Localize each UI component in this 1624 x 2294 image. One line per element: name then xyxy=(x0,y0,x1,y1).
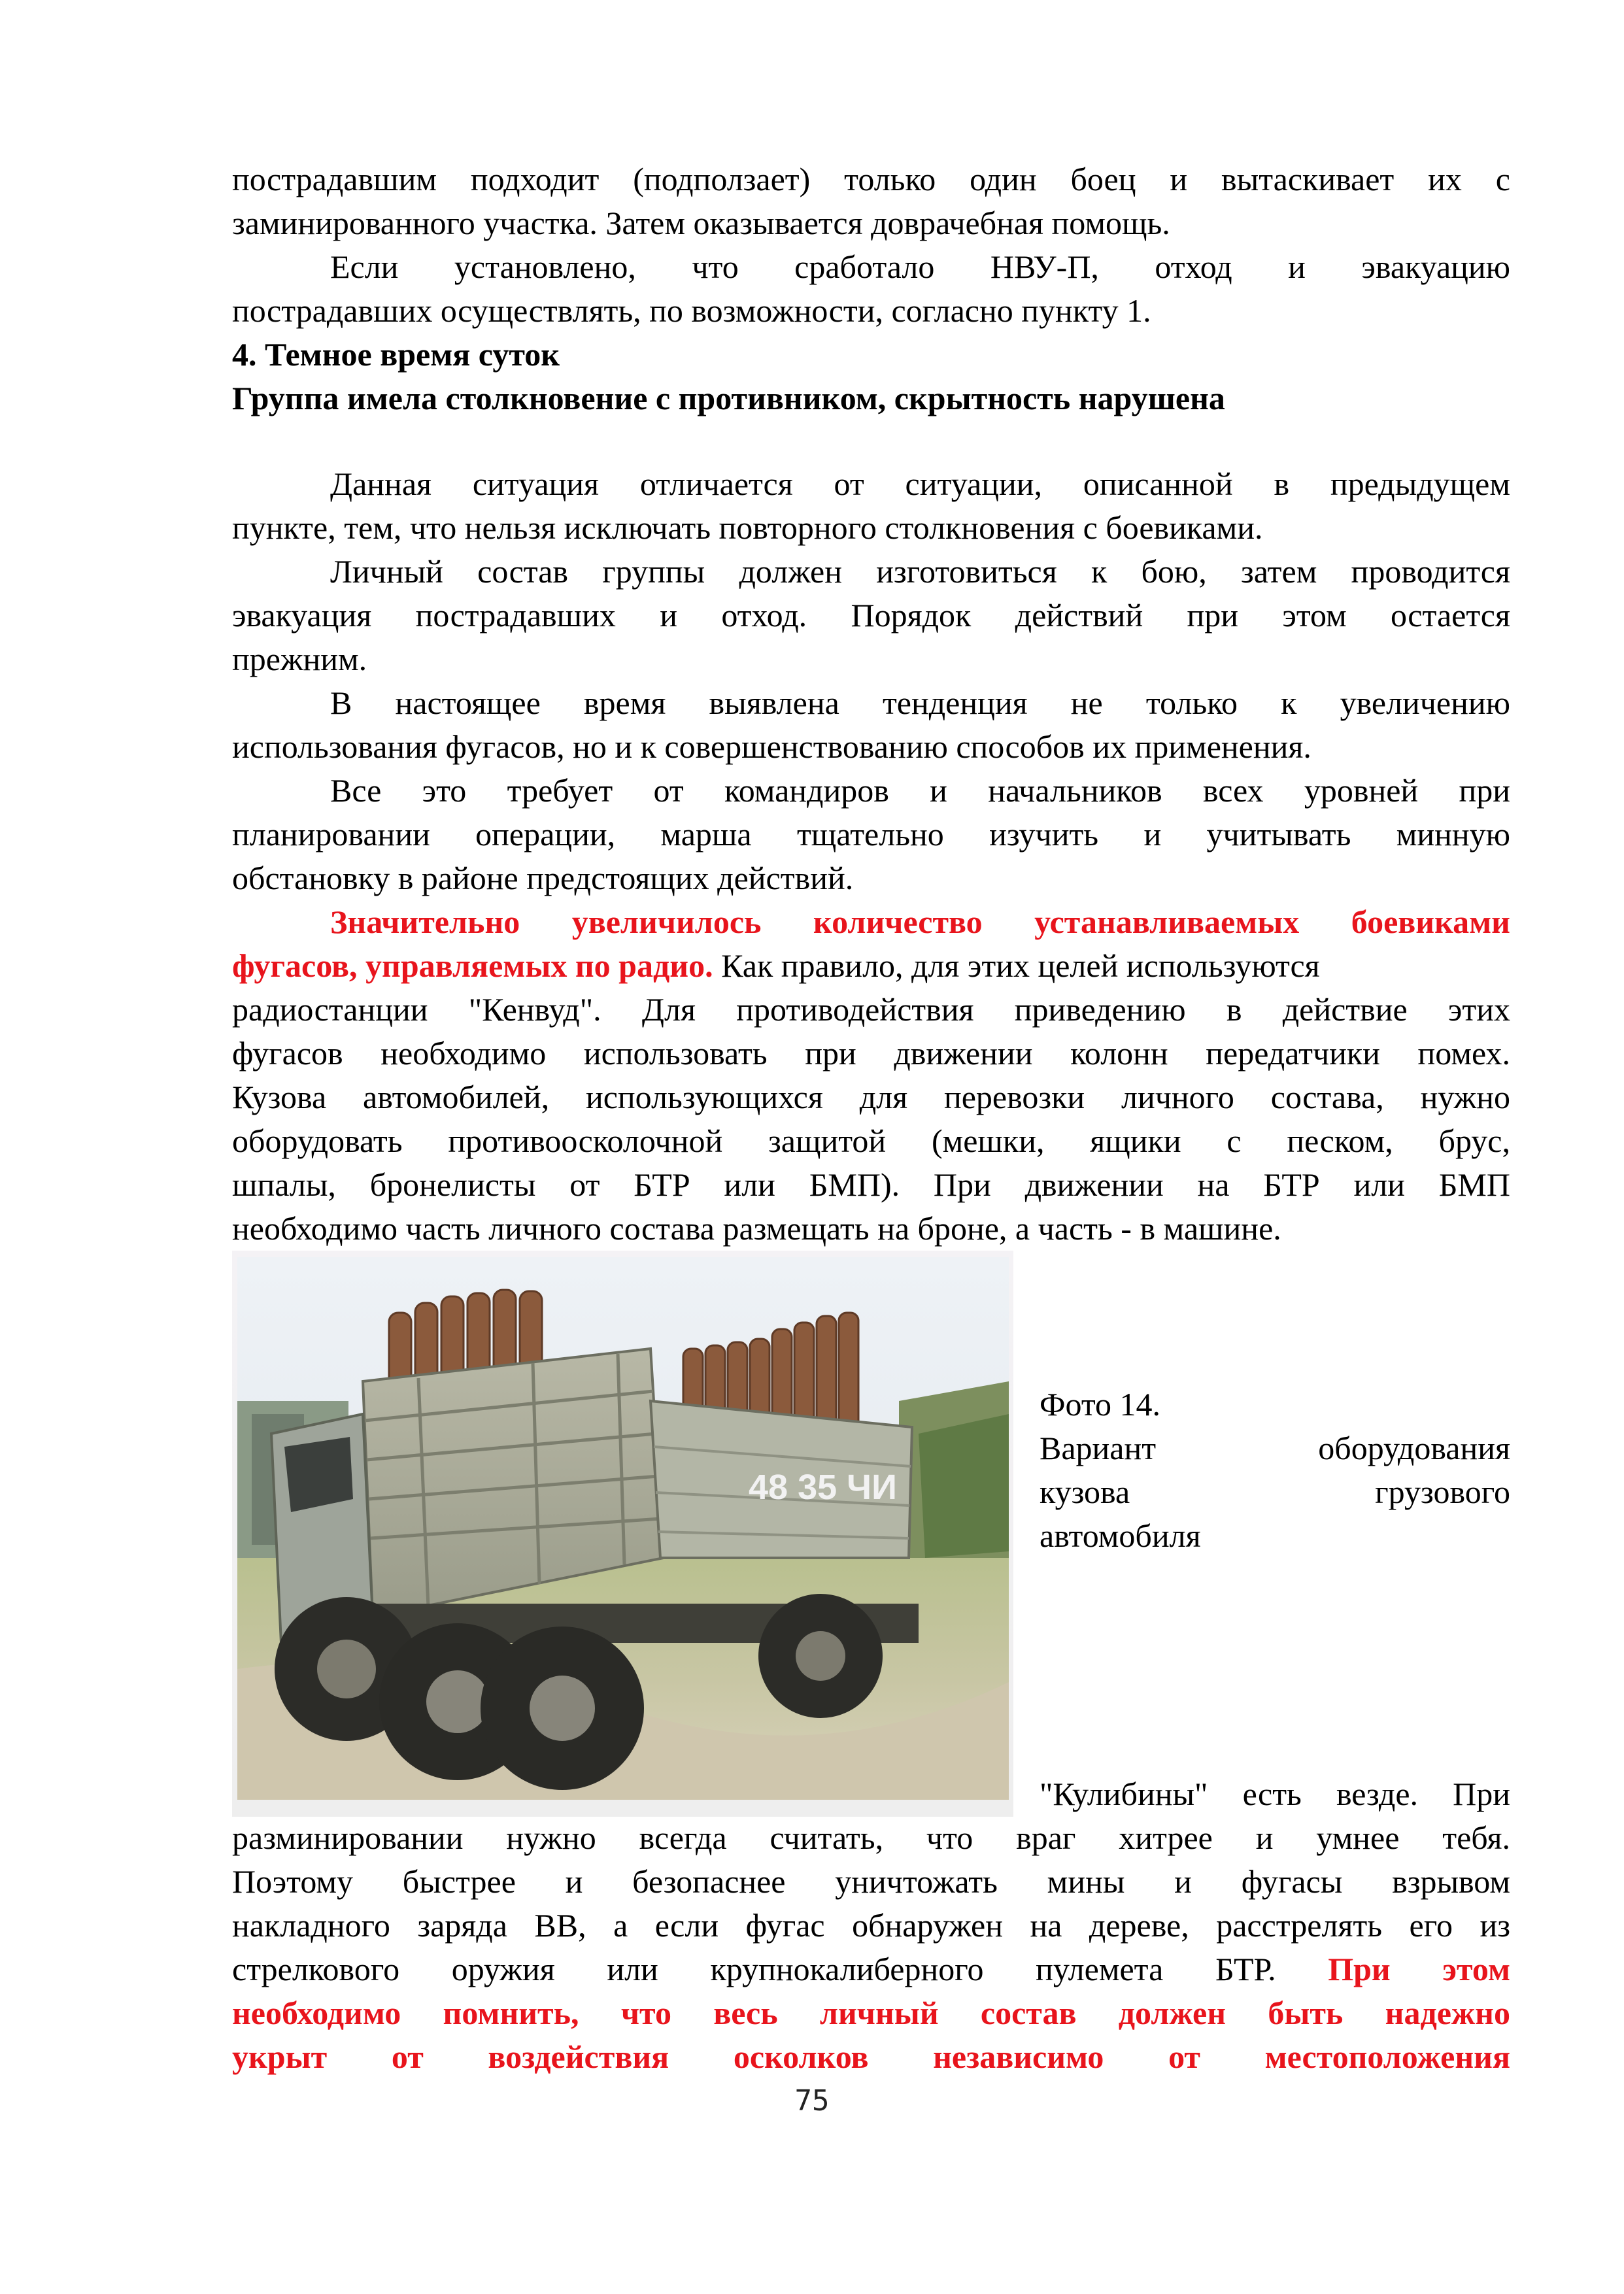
text-line: разминировании нужно всегда считать, что враг хитрее и умнее тебя. xyxy=(232,1819,1510,1856)
text-line: оборудовать противоосколочной защитой (мешки, ящики с песком, брус, xyxy=(232,1122,1510,1159)
text-line: В настоящее время выявлена тенденция не только к увеличению xyxy=(330,684,1510,721)
text-line: "Кулибины" есть везде. При xyxy=(1040,1776,1510,1812)
photo-caption-number: Фото 14. xyxy=(1040,1386,1161,1423)
text-line: Если установлено, что сработало НВУ-П, отход и эвакуацию xyxy=(330,248,1510,285)
text-line: пострадавших осуществлять, по возможности, согласно пункту 1. xyxy=(232,292,1151,329)
text-line: Все это требует от командиров и начальников всех уровней при xyxy=(330,772,1510,809)
section-subheading: Группа имела столкновение с противником, скрытность нарушена xyxy=(232,380,1225,416)
text-line: радиостанции "Кенвуд". Для противодействия приведению в действие этих xyxy=(232,991,1510,1028)
text-fragment: стрелкового оружия или крупнокалиберного пулемета БТР. xyxy=(232,1951,1276,1987)
emphasis-line: укрыт от воздействия осколков независимо от местоположения xyxy=(232,2038,1510,2075)
text-line: эвакуация пострадавших и отход. Порядок действий при этом остается xyxy=(232,597,1510,633)
page-number: 75 xyxy=(794,2084,830,2117)
emphasis-text: фугасов, управляемых по радио. xyxy=(232,947,713,984)
text-line: накладного заряда ВВ, а если фугас обнаружен на дереве, расстрелять его из xyxy=(232,1907,1510,1944)
photo-caption-line: кузова грузового xyxy=(1040,1474,1510,1510)
text-line: планировании операции, марша тщательно изучить и учитывать минную xyxy=(232,816,1510,852)
text-line: использования фугасов, но и к совершенствованию способов их применения. xyxy=(232,728,1311,765)
text-line: обстановку в районе предстоящих действий. xyxy=(232,860,854,896)
emphasis-line: Значительно увеличилось количество устанавливаемых боевиками xyxy=(330,903,1510,940)
text-line: пострадавшим подходит (подползает) только один боец и вытаскивает их с xyxy=(232,161,1510,197)
text-line: Личный состав группы должен изготовиться к бою, затем проводится xyxy=(330,553,1510,590)
section-heading: 4. Темное время суток xyxy=(232,336,560,373)
text-line: пункте, тем, что нельзя исключать повторного столкновения с боевиками. xyxy=(232,509,1263,546)
text-line-mixed xyxy=(232,1947,1510,1991)
text-line: фугасов необходимо использовать при движении колонн передатчики помех. xyxy=(232,1035,1510,1071)
text-line: необходимо часть личного состава размещать на броне, а часть - в машине. xyxy=(232,1210,1281,1247)
text-fragment: Как правило, для этих целей используются xyxy=(713,947,1320,984)
truck-plate-text: 48 35 ЧИ xyxy=(749,1468,897,1507)
text-line: заминированного участка. Затем оказывается доврачебная помощь. xyxy=(232,205,1170,241)
text-line: шпалы, бронелисты от БТР или БМП). При движении на БТР или БМП xyxy=(232,1166,1510,1203)
emphasis-line: необходимо помнить, что весь личный состав должен быть надежно xyxy=(232,1995,1510,2031)
text-line: прежним. xyxy=(232,641,367,677)
photo-caption-line: Вариант оборудования xyxy=(1040,1430,1510,1466)
truck-photo xyxy=(232,1251,1013,1817)
text-line: Данная ситуация отличается от ситуации, описанной в предыдущем xyxy=(330,465,1510,502)
emphasis-text: При этом xyxy=(1276,1951,1510,1987)
photo-caption-line: автомобиля xyxy=(1040,1517,1201,1554)
text-line: Поэтому быстрее и безопаснее уничтожать мины и фугасы взрывом xyxy=(232,1863,1510,1900)
text-line: Кузова автомобилей, использующихся для перевозки личного состава, нужно xyxy=(232,1079,1510,1115)
text-line-mixed xyxy=(232,943,1510,988)
